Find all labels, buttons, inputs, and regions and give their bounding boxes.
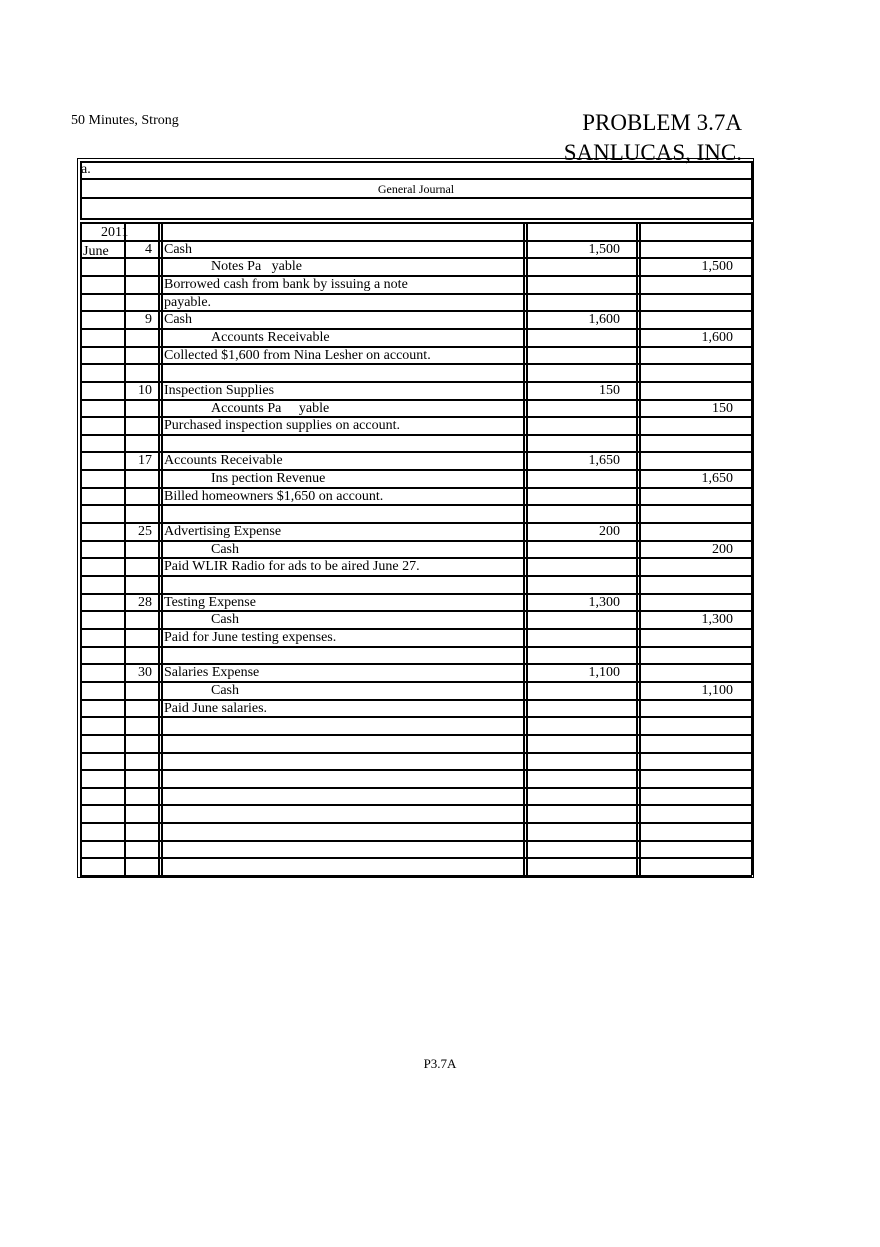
rule bbox=[636, 222, 638, 875]
problem-title: PROBLEM 3.7A bbox=[582, 110, 742, 135]
entry-explanation: Purchased inspection supplies on account. bbox=[164, 418, 401, 433]
credit-amount: 1,300 bbox=[701, 612, 733, 627]
credit-account: Notes Pa yable bbox=[211, 259, 302, 274]
company-name: SANLUCAS, INC. bbox=[563, 140, 742, 165]
entry-date: 10 bbox=[138, 383, 152, 398]
credit-account: Cash bbox=[211, 612, 239, 627]
rule bbox=[80, 222, 752, 224]
rule bbox=[751, 222, 753, 875]
rule bbox=[80, 769, 752, 771]
rule bbox=[523, 222, 525, 875]
entry-date: 4 bbox=[145, 242, 152, 257]
rule bbox=[80, 752, 752, 754]
entry-explanation: Paid for June testing expenses. bbox=[164, 630, 337, 645]
debit-amount: 1,300 bbox=[588, 595, 620, 610]
section-label: a. bbox=[81, 162, 91, 177]
year-cell: 2011 bbox=[101, 225, 129, 240]
entry-explanation: Paid June salaries. bbox=[164, 701, 268, 716]
debit-account: Cash bbox=[164, 312, 192, 327]
rule bbox=[80, 822, 752, 824]
credit-amount: 200 bbox=[712, 542, 733, 557]
rule bbox=[80, 840, 752, 842]
credit-account: Accounts Pa yable bbox=[211, 401, 330, 416]
time-note: 50 Minutes, Strong bbox=[71, 113, 179, 128]
entry-explanation: Billed homeowners $1,650 on account. bbox=[164, 489, 384, 504]
credit-amount: 150 bbox=[712, 401, 733, 416]
debit-account: Salaries Expense bbox=[164, 665, 260, 680]
journal-title: General Journal bbox=[377, 182, 455, 196]
debit-amount: 1,650 bbox=[588, 453, 620, 468]
entry-date: 28 bbox=[138, 595, 152, 610]
credit-account: Ins pection Revenue bbox=[211, 471, 326, 486]
rule bbox=[80, 161, 752, 163]
entry-explanation: Paid WLIR Radio for ads to be aired June 27. bbox=[164, 559, 420, 574]
credit-amount: 1,500 bbox=[701, 259, 733, 274]
month-cell: June bbox=[83, 244, 109, 259]
entry-date: 9 bbox=[145, 312, 152, 327]
rule bbox=[80, 734, 752, 736]
debit-account: Testing Expense bbox=[164, 595, 256, 610]
credit-amount: 1,650 bbox=[701, 471, 733, 486]
rule bbox=[80, 222, 82, 875]
rule bbox=[80, 434, 752, 436]
debit-amount: 200 bbox=[599, 524, 620, 539]
rule bbox=[80, 646, 752, 648]
debit-amount: 1,100 bbox=[588, 665, 620, 680]
debit-account: Advertising Expense bbox=[164, 524, 282, 539]
entry-date: 25 bbox=[138, 524, 152, 539]
rule bbox=[80, 197, 752, 199]
rule bbox=[80, 787, 752, 789]
credit-account: Cash bbox=[211, 542, 239, 557]
credit-account: Cash bbox=[211, 683, 239, 698]
rule bbox=[80, 804, 752, 806]
entry-date: 17 bbox=[138, 453, 152, 468]
rule bbox=[161, 222, 163, 875]
debit-amount: 1,600 bbox=[588, 312, 620, 327]
debit-amount: 150 bbox=[599, 383, 620, 398]
rule bbox=[80, 218, 752, 220]
rule bbox=[80, 575, 752, 577]
credit-amount: 1,600 bbox=[701, 330, 733, 345]
credit-amount: 1,100 bbox=[701, 683, 733, 698]
debit-amount: 1,500 bbox=[588, 242, 620, 257]
entry-explanation: Collected $1,600 from Nina Lesher on account. bbox=[164, 348, 431, 363]
rule bbox=[80, 857, 752, 859]
debit-account: Inspection Supplies bbox=[164, 383, 275, 398]
rule bbox=[80, 875, 752, 877]
rule bbox=[158, 222, 160, 875]
credit-account: Accounts Receivable bbox=[211, 330, 330, 345]
debit-account: Cash bbox=[164, 242, 192, 257]
entry-explanation: payable. bbox=[164, 295, 212, 310]
entry-explanation: Borrowed cash from bank by issuing a note bbox=[164, 277, 408, 292]
debit-account: Accounts Receivable bbox=[164, 453, 283, 468]
page-label: P3.7A bbox=[423, 1056, 457, 1071]
entry-date: 30 bbox=[138, 665, 152, 680]
rule bbox=[80, 178, 752, 180]
